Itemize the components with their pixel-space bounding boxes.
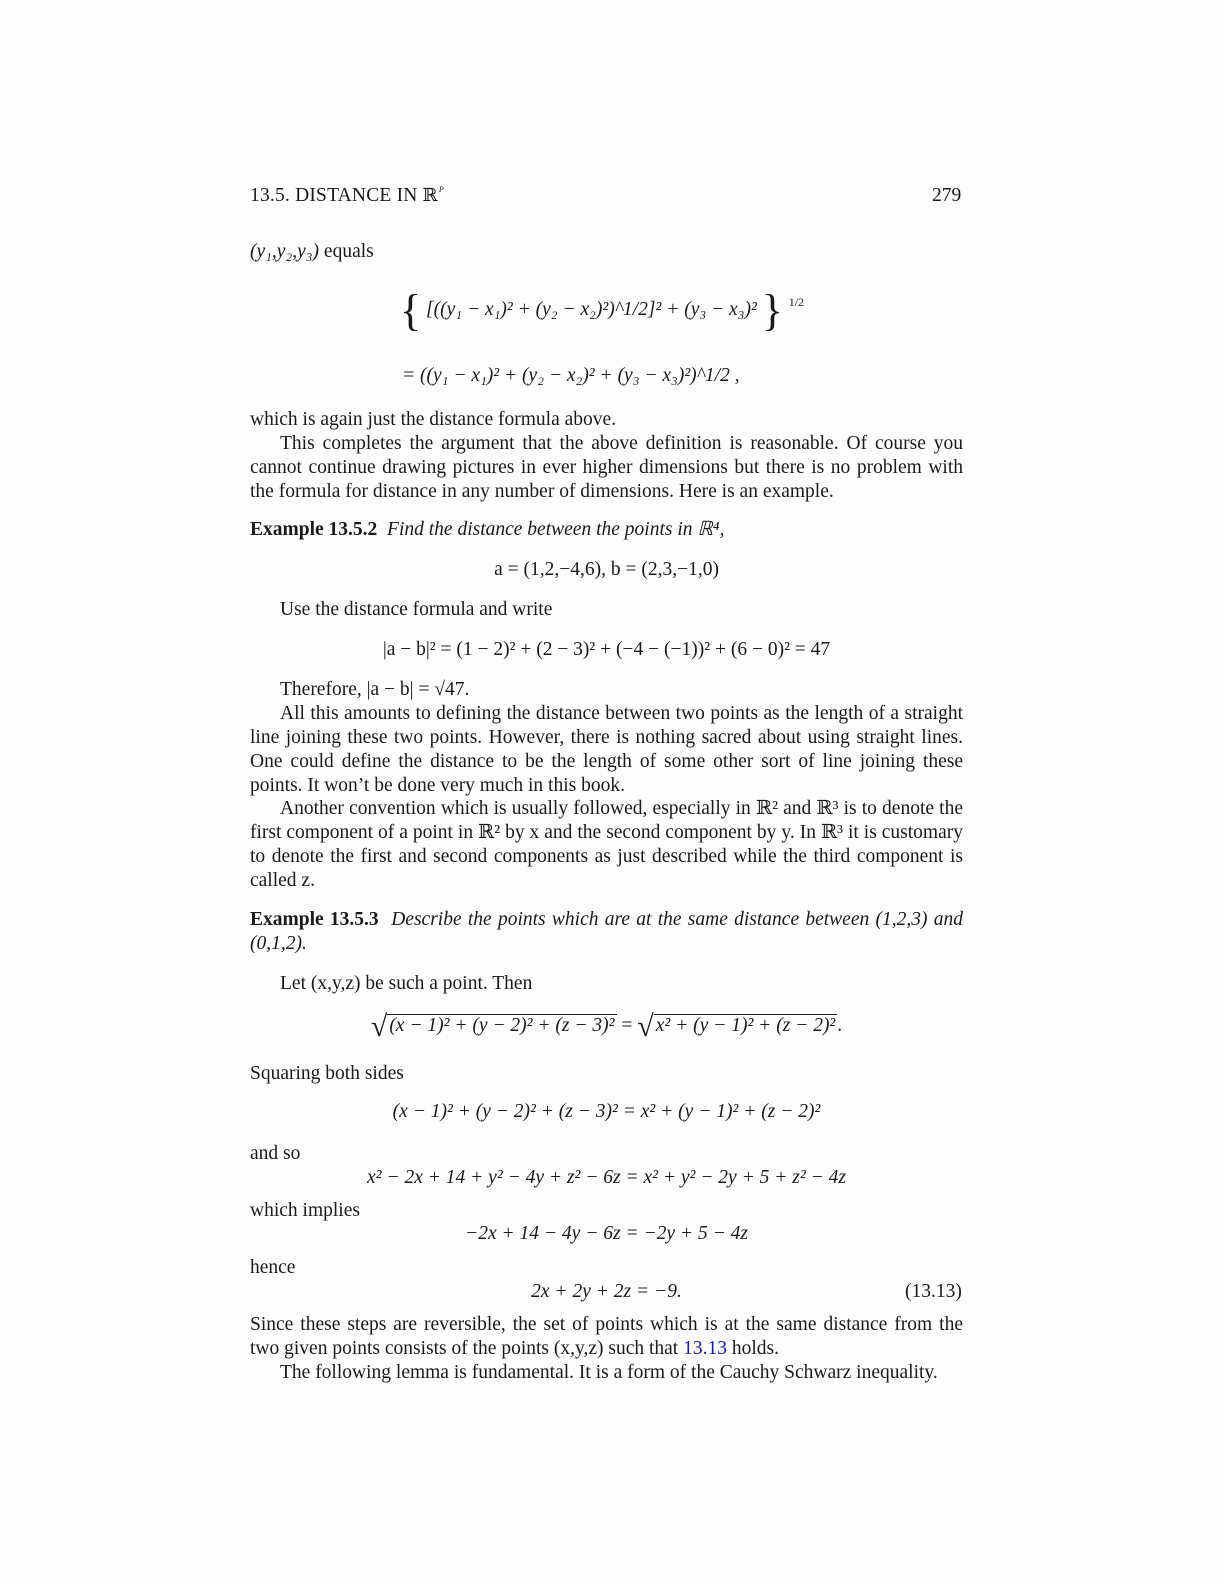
paragraph-6: Another convention which is usually followed, especially in ℝ² and ℝ³ is to denote the first component of a point in ℝ² by x and the second component by y. In ℝ³ it is customary to denote the first and second components as just described while the third component is called z. — [250, 798, 963, 891]
paragraph-12 — [250, 1313, 963, 1361]
paragraph-2: This completes the argument that the above definition is reasonable. Of course you cannot continue drawing pictures in ever higher dimensions but there is no problem with the formula for distance in any number of dimensions. Here is an example. — [250, 433, 963, 502]
page-number: 279 — [932, 185, 962, 206]
paragraph-9: and so — [250, 1143, 301, 1164]
equation-1-line-1 — [400, 286, 805, 335]
paragraph-13: The following lemma is fundamental. It is a form of the Cauchy Schwarz inequality. — [280, 1362, 938, 1383]
example-statement: Find the distance between the points in ℝ⁴, — [387, 519, 725, 540]
paragraph-8: Squaring both sides — [250, 1063, 404, 1084]
example-points: a = (1,2,−4,6), b = (2,3,−1,0) — [494, 559, 719, 580]
equation-1-expression: [((y₁ − x₁)² + (y₂ − x₂)²)^1/2]² + (y₃ − x₃)² — [426, 299, 757, 320]
section-sup: p — [438, 181, 444, 195]
section-title: 13.5. DISTANCE IN — [250, 185, 423, 206]
paragraph-5: All this amounts to defining the distance between two points as the length of a straight line joining these two points. However, there is nothing sacred about using straight lines. One could define the distance to be the length of some other sort of line joining these points. It won’t be done very much in this book. — [250, 703, 963, 796]
left-brace: { — [400, 286, 422, 335]
equation-reference-link[interactable]: 13.13 — [683, 1338, 727, 1359]
sqrt-sign-right: √ — [637, 1010, 654, 1043]
paragraph-12-text: Since these steps are reversible, the set of points which is at the same distance from the two given points consists of the points (x,y,z) such that — [250, 1314, 963, 1359]
equation-4: (x − 1)² + (y − 2)² + (z − 3)² = x² + (y − 1)² + (z − 2)² — [392, 1101, 821, 1122]
paragraph-12-end: holds. — [726, 1338, 779, 1359]
equation-1-line-2: = ((y₁ − x₁)² + (y₂ − x₂)² + (y₃ − x₃)²)^1/2 , — [402, 365, 740, 386]
example-statement: Describe the points which are at the same distance between (1,2,3) and (0,1,2). — [250, 909, 964, 954]
equation-5: x² − 2x + 14 + y² − 4y + z² − 6z = x² + y² − 2y + 5 + z² − 4z — [367, 1167, 846, 1188]
paragraph-1: which is again just the distance formula above. — [250, 409, 617, 430]
equation-3 — [250, 1010, 963, 1043]
equation-number: (13.13) — [905, 1281, 962, 1302]
paragraph-3: Use the distance formula and write — [280, 599, 553, 620]
equals-sign: = — [621, 1015, 638, 1036]
equation-2: |a − b|² = (1 − 2)² + (2 − 3)² + (−4 − (−1))² + (6 − 0)² = 47 — [382, 639, 831, 660]
example-label: Example 13.5.3 — [250, 909, 379, 930]
right-brace: } — [761, 286, 783, 335]
radicand-right: x² + (y − 1)² + (z − 2)² — [655, 1015, 836, 1036]
section-set: ℝ — [422, 185, 438, 206]
therefore-text: Therefore, — [280, 679, 367, 700]
therefore-expr: |a − b| = √47. — [366, 679, 470, 700]
example-label: Example 13.5.2 — [250, 519, 378, 540]
intro-text: equals — [319, 241, 374, 262]
paragraph-11: hence — [250, 1257, 296, 1278]
paragraph-7: Let (x,y,z) be such a point. Then — [280, 973, 533, 994]
running-header — [250, 181, 444, 209]
radicand-left: (x − 1)² + (y − 2)² + (z − 3)² — [389, 1015, 615, 1036]
period: . — [837, 1015, 843, 1036]
intro-tuple: (y₁,y₂,y₃) — [250, 241, 320, 262]
equation-6: −2x + 14 − 4y − 6z = −2y + 5 − 4z — [465, 1223, 748, 1244]
equation-7: 2x + 2y + 2z = −9. — [531, 1281, 682, 1302]
example-13-5-2 — [250, 518, 963, 542]
paragraph-10: which implies — [250, 1200, 360, 1221]
intro-line — [250, 240, 374, 264]
example-13-5-3 — [250, 908, 963, 956]
sqrt-sign-left: √ — [370, 1010, 388, 1043]
outer-exponent: 1/2 — [788, 295, 805, 309]
paragraph-4 — [250, 678, 963, 702]
